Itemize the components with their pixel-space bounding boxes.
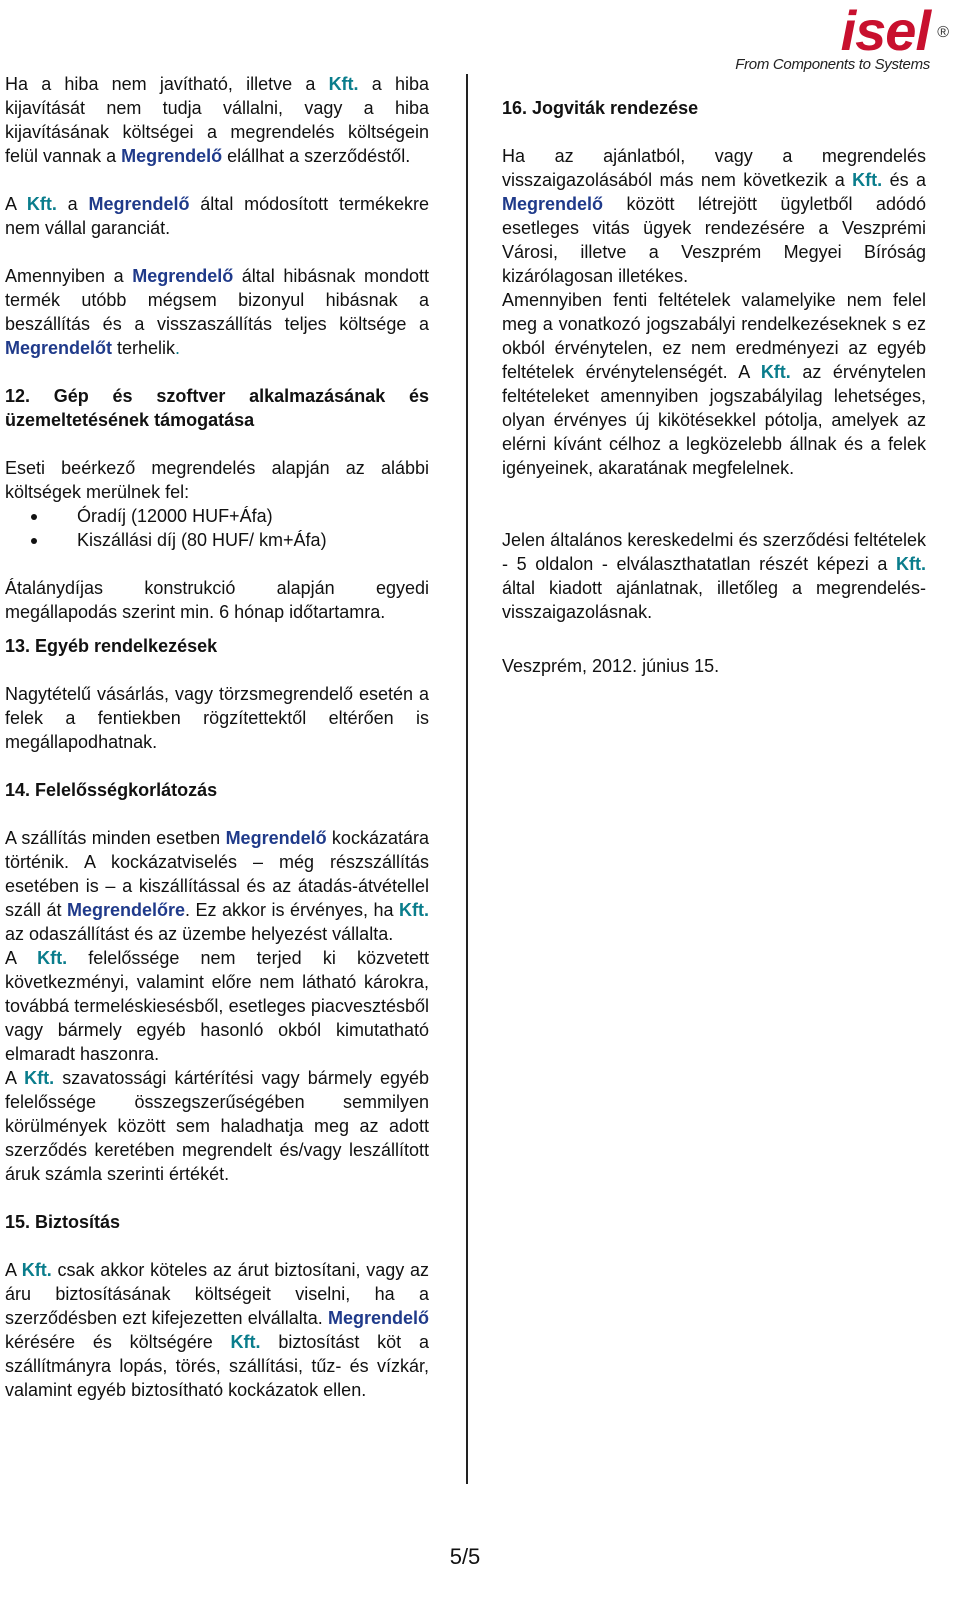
column-divider — [466, 74, 468, 1484]
paragraph-return-costs: Amennyiben a Megrendelő által hibásnak mondott termék utóbb mégsem bizonyul hibásnak a beszállítás és a visszaszállítás teljes költsége a Megrendelőt terhelik. — [5, 266, 430, 358]
right-column — [502, 96, 926, 678]
paragraph-warranty-withdrawal: Ha a hiba nem javítható, illetve a Kft. a hiba kijavítását nem tudja vállalni, vagy a hiba kijavításának költségei a megrendelés költségein felül vannak a Megrendelő elállhat a szerződéstől. — [5, 74, 430, 166]
company-name: Kft. — [24, 1068, 55, 1088]
logo-wordmark: isel ® — [840, 0, 948, 62]
paragraph-costs-intro: Eseti beérkező megrendelés alapján az alábbi költségek merülnek fel: — [5, 458, 429, 502]
company-name: Kft. — [896, 554, 926, 574]
company-name: Kft. — [328, 74, 359, 94]
section-heading-13: 13. Egyéb rendelkezések — [5, 636, 218, 656]
section-heading-14: 14. Felelősségkorlátozás — [5, 780, 218, 800]
company-name: Kft. — [399, 900, 429, 920]
section-heading-15: 15. Biztosítás — [5, 1212, 121, 1232]
company-name: Kft. — [230, 1332, 261, 1352]
paragraph-severability: Amennyiben fenti feltételek valamelyike nem felel meg a vonatkozó jogszabályi rendelkezéseknek s ez okból érvénytelen, ez nem eredményezi az egyéb feltételek érvénytelenségét. A Kft. az érvénytelen feltételeket amennyiben jogszabályilag lehetséges, olyan érvényes új kikötésekkel pótolja, amelyek az elérni kívánt célhoz a legközelebb állnak és a felek igényeinek, akaratának megfelelnek. — [502, 290, 926, 478]
paragraph-shipping-risk: A szállítás minden esetben Megrendelő kockázatára történik. A kockázatviselés – még részszállítás esetében is – a kiszállítással és az átadás-átvétellel száll át Megrendelőre. Ez akkor is érvényes, ha Kft. az odaszállítást és az üzembe helyezést vállalta. — [5, 828, 429, 944]
party-name: Megrendelő — [225, 828, 327, 848]
cost-list — [5, 504, 429, 552]
isel-logo — [730, 0, 948, 73]
party-name: Megrendelő — [132, 266, 234, 286]
paragraph-other-provisions: Nagytételű vásárlás, vagy törzsmegrendelő esetén a felek a fentiekben rögzítettektől eltérően is megállapodhatnak. — [5, 684, 429, 752]
punctuation: . — [175, 338, 181, 358]
party-name: Megrendelőre — [66, 900, 186, 920]
party-name: Megrendelőt — [5, 338, 113, 358]
company-name: Kft. — [26, 194, 57, 214]
list-item-hourly-fee: Óradíj (12000 HUF+Áfa) — [5, 504, 429, 528]
paragraph-liability-cap: A Kft. szavatossági kártérítési vagy bármely egyéb felelőssége összegszerűségében semmilyen körülmények között sem haladhatja meg az adott szerződés keretében megrendelt és/vagy leszállított áruk számla szerinti értékét. — [5, 1068, 429, 1184]
paragraph-indirect-damages: A Kft. felelőssége nem terjed ki közvetett következményi, valamint előre nem látható károkra, továbbá termeléskiesésből, esetleges piacvesztésből vagy bármely egyéb hasonló okból kimutatható elmaradt haszonra. — [5, 948, 429, 1064]
section-heading-16: 16. Jogviták rendezése — [502, 98, 699, 118]
party-name: Megrendelő — [327, 1308, 429, 1328]
list-item-travel-fee: Kiszállási díj (80 HUF/ km+Áfa) — [5, 528, 429, 552]
logo-tagline: From Components to Systems — [735, 56, 930, 73]
left-column — [5, 72, 429, 1402]
company-name: Kft. — [852, 170, 883, 190]
paragraph-modified-products: A Kft. a Megrendelő által módosított termékekre nem vállal garanciát. — [5, 194, 430, 238]
section-heading-12: 12. Gép és szoftver alkalmazásának és üzemeltetésének támogatása — [5, 386, 429, 430]
paragraph-jurisdiction: Ha az ajánlatból, vagy a megrendelés visszaigazolásából más nem következik a Kft. és a Megrendelő között létrejött ügyletből adódó esetleges vitás ügyek rendezésére a Veszprémi Városi, illetve a Veszprém Megyei Bíróság kizárólagosan illetékes. — [502, 146, 926, 286]
party-name: Megrendelő — [121, 146, 223, 166]
party-name: Megrendelő — [88, 194, 190, 214]
paragraph-flat-fee: Átalánydíjas konstrukció alapján egyedi megállapodás szerint min. 6 hónap időtartamra. — [5, 578, 429, 622]
party-name: Megrendelő — [502, 194, 604, 214]
paragraph-integral-part: Jelen általános kereskedelmi és szerződési feltételek - 5 oldalon - elválaszthatatlan részét képezi a Kft. által kiadott ajánlatnak, illetőleg a megrendelés-visszaigazolásnak. — [502, 530, 926, 622]
company-name: Kft. — [21, 1260, 52, 1280]
registered-mark: ® — [937, 24, 948, 41]
paragraph-insurance: A Kft. csak akkor köteles az árut biztosítani, vagy az áru biztosításának költségeit viselni, ha a szerződésben ezt kifejezetten elvállalta. Megrendelő kérésére és költségére Kft. biztosítást köt a szállítmányra lopás, törés, szállítási, tűz- és vízkár, valamint egyéb biztosítható kockázatok ellen. — [5, 1260, 430, 1400]
date-place: Veszprém, 2012. június 15. — [502, 656, 720, 676]
company-name: Kft. — [37, 948, 68, 968]
company-name: Kft. — [760, 362, 791, 382]
page-number: 5/5 — [449, 1544, 481, 1569]
